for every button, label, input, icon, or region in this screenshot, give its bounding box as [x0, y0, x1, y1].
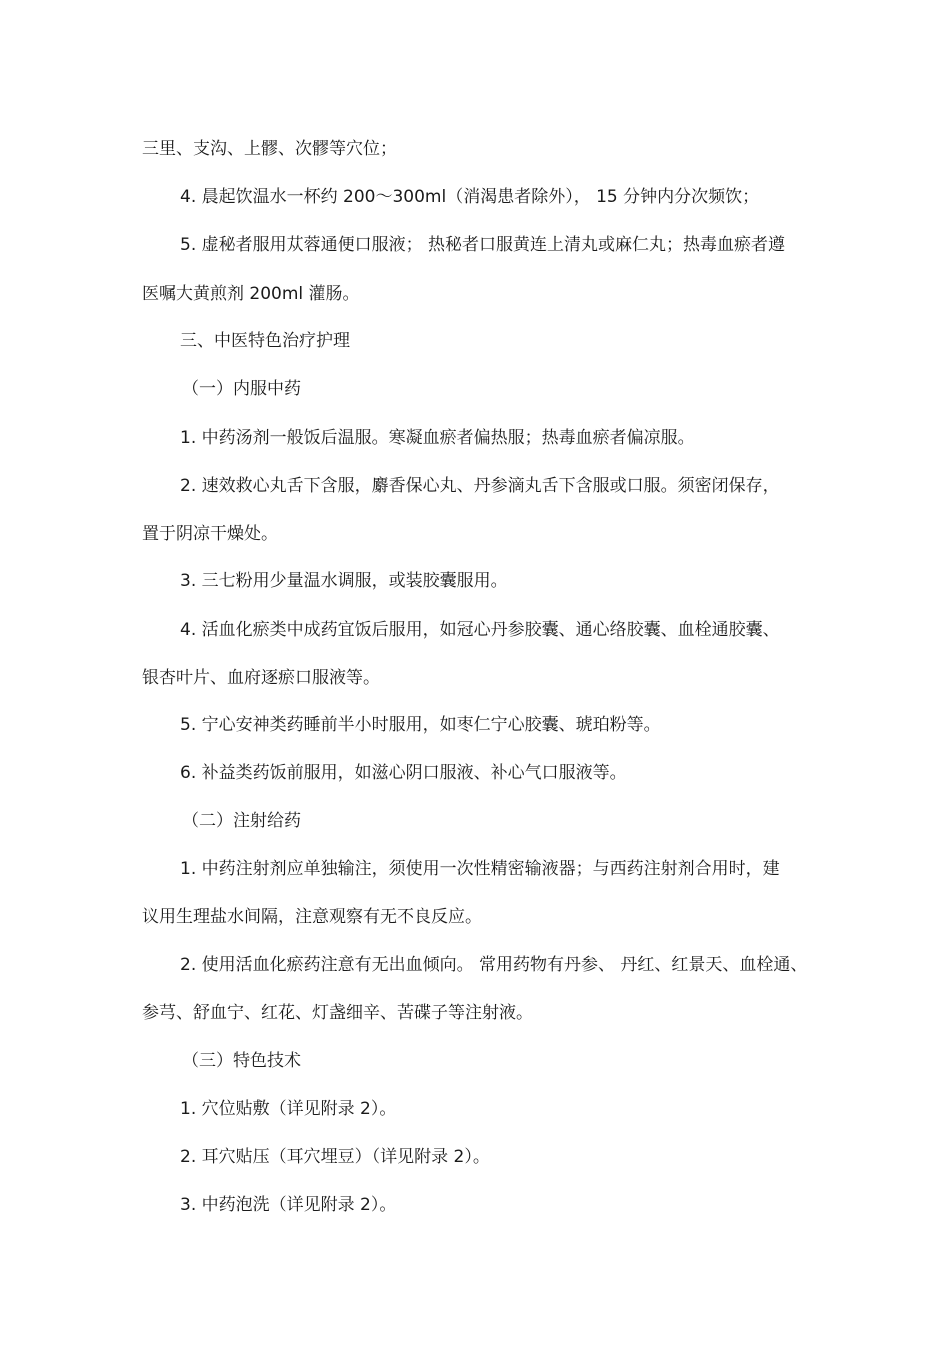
text-line: 银杏叶片、血府逐瘀口服液等。 — [142, 668, 380, 688]
text-line: 议用生理盐水间隔，注意观察有无不良反应。 — [142, 907, 482, 927]
text-line: 2. 耳穴贴压（耳穴埋豆）（详见附录 2）。 — [180, 1147, 490, 1167]
text-line: 1. 中药注射剂应单独输注，须使用一次性精密输液器；与西药注射剂合用时，建 — [180, 859, 780, 879]
text-line: 置于阴凉干燥处。 — [142, 524, 278, 544]
text-line: 医嘱大黄煎剂 200ml 灌肠。 — [142, 284, 360, 304]
subsection-heading: （一）内服中药 — [182, 379, 301, 399]
text-line: 3. 三七粉用少量温水调服，或装胶囊服用。 — [180, 571, 508, 591]
text-line: 4. 活血化瘀类中成药宜饭后服用，如冠心丹参胶囊、通心络胶囊、血栓通胶囊、 — [180, 620, 780, 640]
subsection-heading: （二）注射给药 — [182, 811, 301, 831]
text-line: 5. 宁心安神类药睡前半小时服用，如枣仁宁心胶囊、琥珀粉等。 — [180, 715, 661, 735]
text-line: 1. 中药汤剂一般饭后温服。寒凝血瘀者偏热服；热毒血瘀者偏凉服。 — [180, 428, 695, 448]
subsection-heading: （三）特色技术 — [182, 1051, 301, 1071]
section-heading: 三、中医特色治疗护理 — [180, 331, 350, 351]
text-line: 参芎、舒血宁、红花、灯盏细辛、苦碟子等注射液。 — [142, 1003, 533, 1023]
text-line: 5. 虚秘者服用苁蓉通便口服液； 热秘者口服黄连上清丸或麻仁丸；热毒血瘀者遵 — [180, 235, 786, 255]
text-line: 1. 穴位贴敷（详见附录 2）。 — [180, 1099, 397, 1119]
text-line: 2. 使用活血化瘀药注意有无出血倾向。 常用药物有丹参、 丹红、红景天、血栓通、 — [180, 955, 808, 975]
text-line: 3. 中药泡洗（详见附录 2）。 — [180, 1195, 397, 1215]
text-line: 三里、支沟、上髎、次髎等穴位； — [142, 139, 397, 159]
text-line: 2. 速效救心丸舌下含服，麝香保心丸、丹参滴丸舌下含服或口服。须密闭保存， — [180, 476, 780, 496]
text-line: 4. 晨起饮温水一杯约 200～300ml（消渴患者除外）， 15 分钟内分次频饮； — [180, 187, 760, 207]
text-line: 6. 补益类药饭前服用，如滋心阴口服液、补心气口服液等。 — [180, 763, 627, 783]
